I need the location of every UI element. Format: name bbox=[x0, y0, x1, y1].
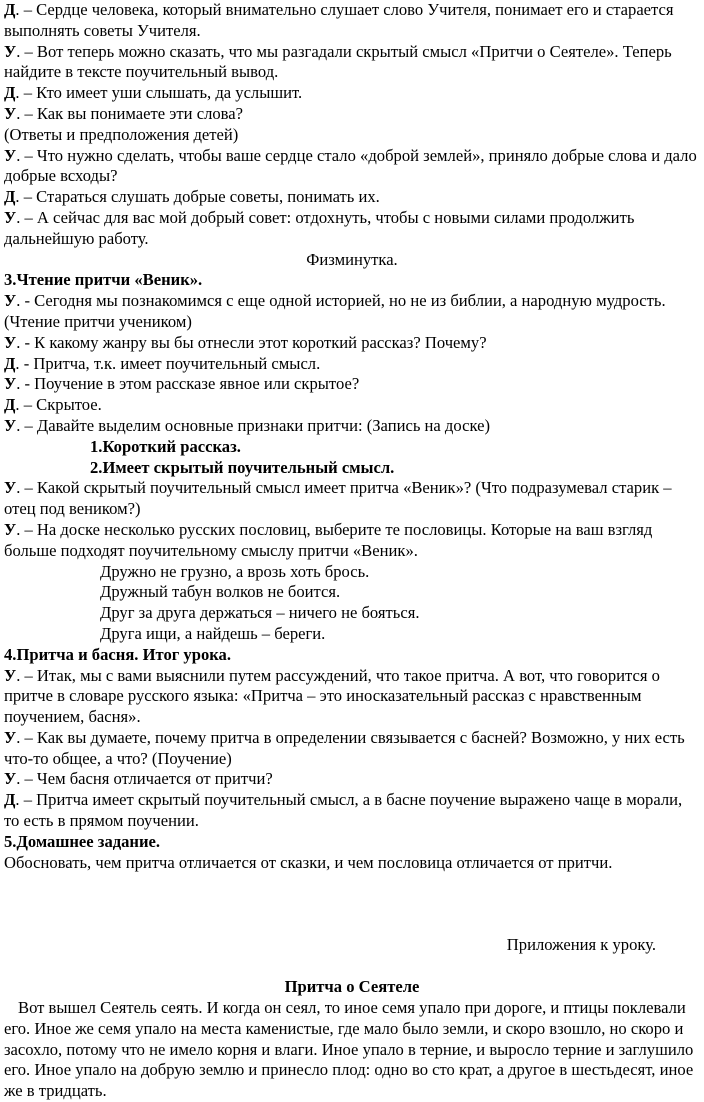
section-heading-3: 3.Чтение притчи «Веник». bbox=[4, 270, 203, 290]
line-text: . - К какому жанру вы бы отнесли этот короткий рассказ? Почему? bbox=[16, 332, 487, 352]
speaker: У bbox=[4, 207, 17, 227]
speaker: У bbox=[4, 291, 17, 311]
line-text: . – Итак, мы с вами выяснили путем рассуждений, что такое притча. А вот, что говорится о притче в словаре русского языка: «Притча – это иносказательный рассказ с нравственным поучением, басня». bbox=[4, 665, 660, 727]
proverb: Дружно не грузно, а врозь хоть брось. bbox=[100, 561, 370, 581]
dialogue-line bbox=[4, 374, 700, 395]
speaker: У bbox=[4, 41, 17, 61]
dialogue-line bbox=[4, 728, 700, 770]
line-text: . – Давайте выделим основные признаки притчи: (Запись на доске) bbox=[16, 415, 490, 435]
speaker: У bbox=[4, 374, 17, 394]
spacer bbox=[4, 873, 700, 935]
dialogue-line bbox=[4, 83, 700, 104]
line-text: . - Поучение в этом рассказе явное или скрытое? bbox=[16, 374, 360, 394]
homework-text: Обосновать, чем притча отличается от сказки, и чем пословица отличается от притчи. bbox=[4, 852, 613, 872]
dialogue-line bbox=[4, 790, 700, 832]
dialogue-line bbox=[4, 208, 700, 250]
dialogue-line bbox=[4, 395, 700, 416]
line-text: . – На доске несколько русских пословиц, выберите те пословицы. Которые на ваш взгляд больше подходят поучительному смыслу притчи «Веник». bbox=[4, 519, 653, 560]
parable-title: Притча о Сеятеле bbox=[284, 977, 420, 997]
line-text: . – А сейчас для вас мой добрый совет: отдохнуть, чтобы с новыми силами продолжить дальнейшую работу. bbox=[4, 207, 635, 248]
speaker: У bbox=[4, 145, 17, 165]
line-text: . – Как вы думаете, почему притча в определении связывается с басней? Возможно, у них есть что-то общее, а что? (Поучение) bbox=[4, 727, 685, 768]
speaker: У bbox=[4, 103, 17, 123]
spacer bbox=[4, 956, 700, 977]
speaker: У bbox=[4, 478, 17, 498]
speaker: Д bbox=[4, 395, 16, 415]
parable-sign-1: 1.Короткий рассказ. bbox=[90, 436, 241, 456]
proverb: Друг за друга держаться – ничего не бояться. bbox=[100, 603, 420, 623]
dialogue-line bbox=[4, 104, 700, 125]
line-text: . – Притча имеет скрытый поучительный смысл, а в басне поучение выражено чаще в морали, то есть в прямом поучении. bbox=[4, 790, 683, 831]
line-text: . – Какой скрытый поучительный смысл имеет притча «Веник»? (Что подразумевал старик – отец под веником?) bbox=[4, 478, 672, 519]
speaker: Д bbox=[4, 353, 16, 373]
proverb: Друга ищи, а найдешь – береги. bbox=[100, 623, 326, 643]
parable-text: Вот вышел Сеятель сеять. И когда он сеял, то иное семя упало при дороге, и птицы поклевали его. Иное же семя упало на места каменистые, где мало было земли, и скоро взошло, но скоро и засохло, потому что не имело корня и влаги. Иное упало в терние, и выросло терние и заглушило его. Иное упало на добрую землю и принесло плод: одно во сто крат, а другое в шестьдесят, иное же в тридцать. bbox=[4, 998, 694, 1101]
line-text: . – Как вы понимаете эти слова? bbox=[16, 103, 243, 123]
section-heading-5: 5.Домашнее задание. bbox=[4, 831, 161, 851]
line-text: . – Вот теперь можно сказать, что мы разгадали скрытый смысл «Притчи о Сеятеле». Теперь найдите в тексте поучительный вывод. bbox=[4, 41, 672, 82]
line-text: . – Скрытое. bbox=[15, 395, 102, 415]
fizminutka-heading: Физминутка. bbox=[306, 249, 398, 269]
dialogue-line bbox=[4, 666, 700, 728]
dialogue-line bbox=[4, 0, 700, 42]
speaker: У bbox=[4, 727, 17, 747]
speaker: У bbox=[4, 519, 17, 539]
speaker: Д bbox=[4, 187, 16, 207]
dialogue-line bbox=[4, 146, 700, 188]
speaker: У bbox=[4, 665, 17, 685]
line-text: . – Чем басня отличается от притчи? bbox=[16, 769, 273, 789]
speaker: У bbox=[4, 769, 17, 789]
note-line: (Ответы и предположения детей) bbox=[4, 124, 239, 144]
proverb: Дружный табун волков не боится. bbox=[100, 582, 341, 602]
speaker: Д bbox=[4, 0, 16, 19]
line-text: . - Притча, т.к. имеет поучительный смысл. bbox=[15, 353, 321, 373]
dialogue-line bbox=[4, 478, 700, 520]
line-text: . – Сердце человека, который внимательно слушает слово Учителя, понимает его и старается выполнять советы Учителя. bbox=[4, 0, 674, 40]
dialogue-line bbox=[4, 42, 700, 84]
line-text: . – Что нужно сделать, чтобы ваше сердце стало «доброй землей», приняло добрые слова и дало добрые всходы? bbox=[4, 145, 697, 186]
appendix-label: Приложения к уроку. bbox=[506, 935, 656, 955]
section-heading-4: 4.Притча и басня. Итог урока. bbox=[4, 644, 231, 664]
parable-sign-2: 2.Имеет скрытый поучительный смысл. bbox=[90, 457, 395, 477]
dialogue-line bbox=[4, 354, 700, 375]
dialogue-line bbox=[4, 769, 700, 790]
dialogue-line bbox=[4, 416, 700, 437]
line-text: . – Кто имеет уши слышать, да услышит. bbox=[15, 83, 303, 103]
line-text: . - Сегодня мы познакомимся с еще одной историей, но не из библии, а народную мудрость. (Чтение притчи учеником) bbox=[4, 291, 666, 331]
speaker: У bbox=[4, 415, 17, 435]
speaker: У bbox=[4, 332, 17, 352]
speaker: Д bbox=[4, 790, 16, 810]
dialogue-line bbox=[4, 187, 700, 208]
speaker: Д bbox=[4, 83, 16, 103]
dialogue-line bbox=[4, 291, 700, 333]
line-text: . – Стараться слушать добрые советы, понимать их. bbox=[15, 187, 380, 207]
dialogue-line bbox=[4, 520, 700, 562]
dialogue-line bbox=[4, 333, 700, 354]
